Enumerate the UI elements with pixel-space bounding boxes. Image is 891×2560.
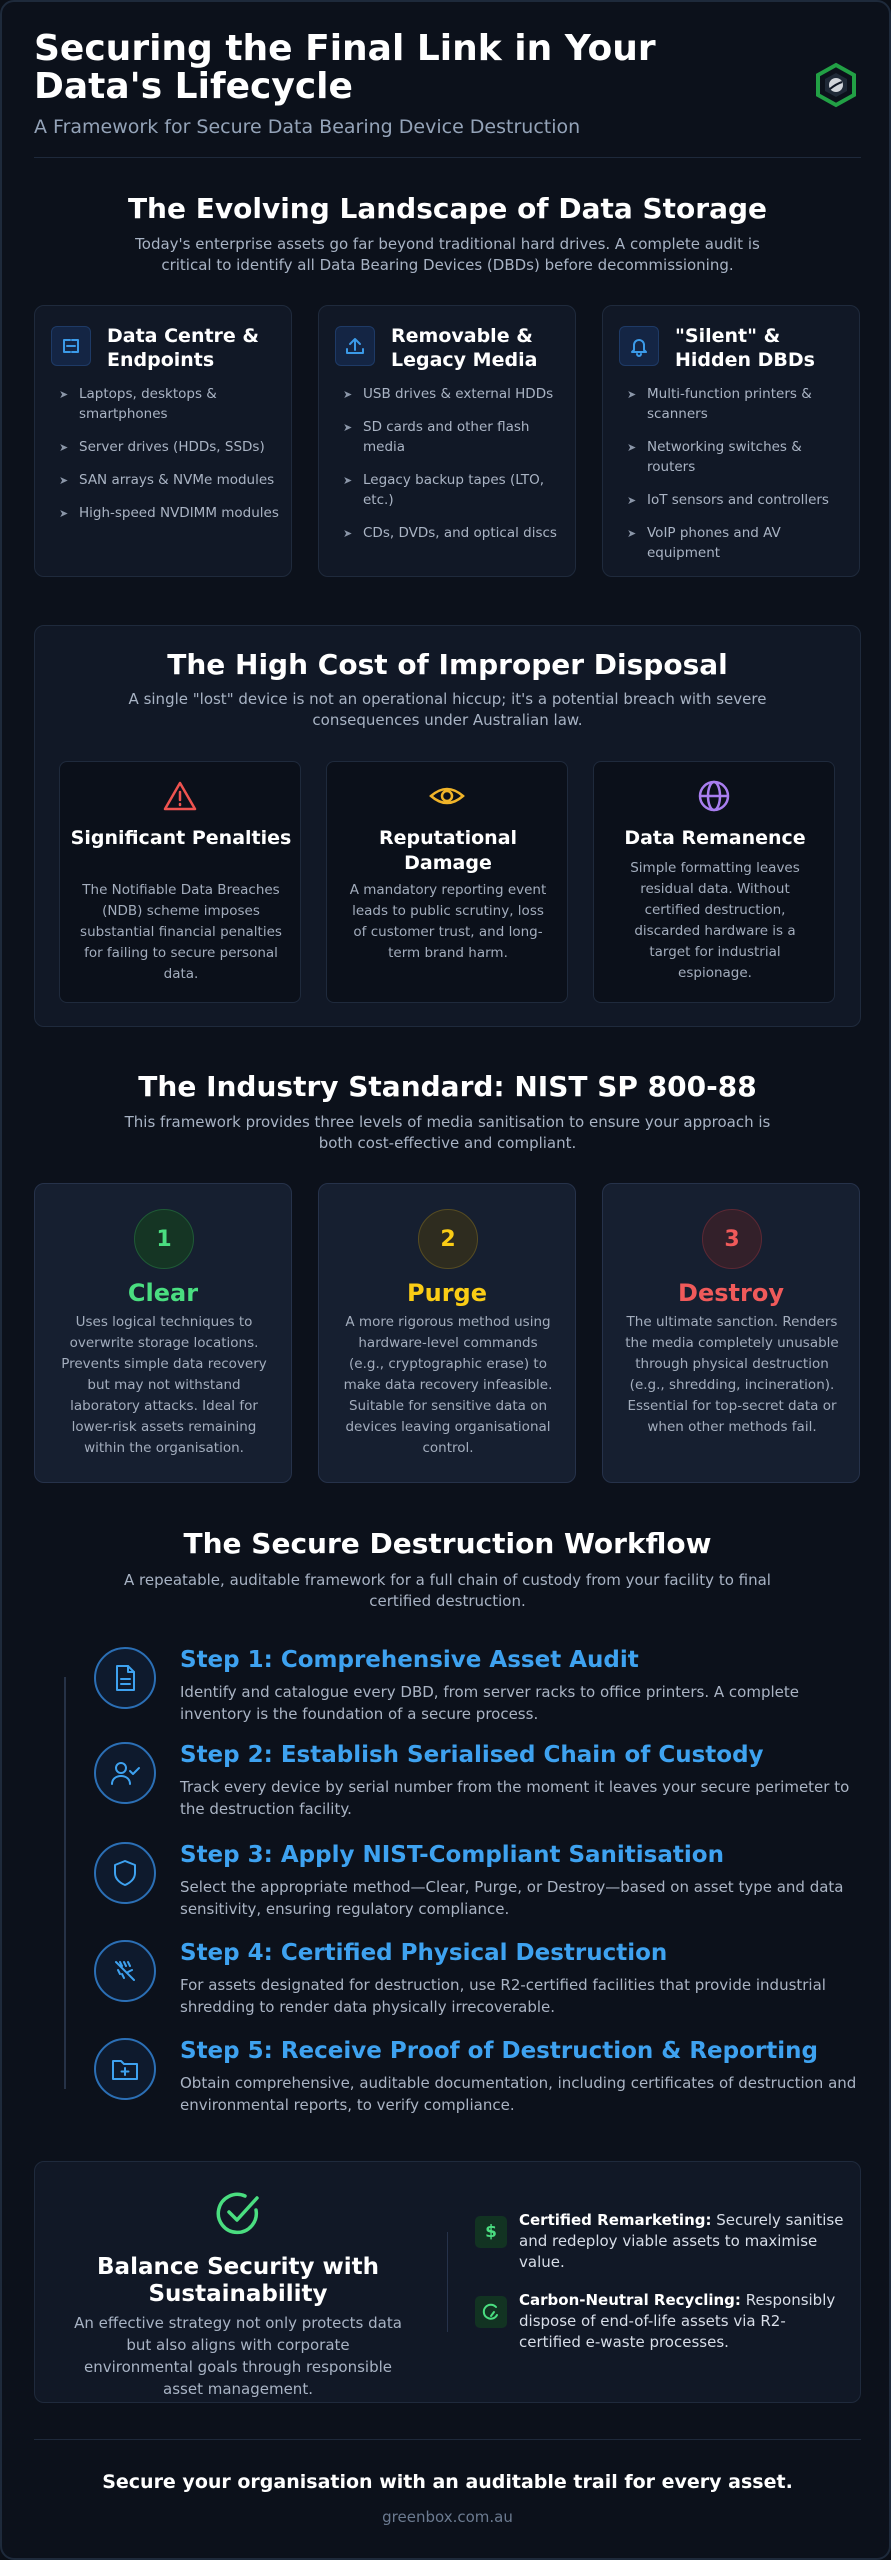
cost-card-title: Reputational Damage [378, 827, 518, 874]
list-item: ➤ High-speed NVDIMM modules [57, 503, 283, 523]
dbd-card-list [57, 384, 283, 536]
step-title: Step 2: Establish Serialised Chain of Custody [180, 1742, 764, 1768]
cost-card-title: Significant Penalties [70, 827, 292, 849]
leaf-icon [475, 2296, 507, 2328]
sustainability-title: Balance Security with Sustainability [97, 2254, 379, 2307]
level-text: A more rigorous method using hardware-level commands (e.g., cryptographic erase) to make data recovery infeasible. Suitable for sensitive data on devices leaving organisational control. [343, 1314, 553, 1456]
check-circle-icon [215, 2190, 261, 2236]
folder-plus-icon [94, 2038, 156, 2100]
landscape-subtitle: Today's enterprise assets go far beyond traditional hard drives. A complete audit is critical to identify all Data Bearing Devices (DBDs) before decommissioning. [135, 235, 760, 274]
list-item: ➤ CDs, DVDs, and optical discs [341, 523, 567, 543]
list-item: ➤ Laptops, desktops & smartphones [57, 384, 283, 424]
dbd-card-endpoints [34, 305, 292, 577]
step-title: Step 4: Certified Physical Destruction [180, 1940, 668, 1966]
dollar-icon: $ [475, 2216, 507, 2248]
nist-subtitle: This framework provides three levels of media sanitisation to ensure your approach is both cost-effective and compliant. [124, 1113, 771, 1152]
shredder-icon [94, 1940, 156, 2002]
item-label: Certified Remarketing: [519, 2211, 712, 2229]
cost-card-text: The Notifiable Data Breaches (NDB) scheme imposes substantial financial penalties for failing to secure personal data. [80, 882, 282, 982]
cost-panel [34, 625, 861, 1027]
dbd-card-hidden [602, 305, 860, 577]
list-item: ➤ IoT sensors and controllers [625, 490, 851, 510]
level-number-badge: 3 [702, 1209, 762, 1269]
workflow-subtitle: A repeatable, auditable framework for a full chain of custody from your facility to final certified destruction. [124, 1571, 771, 1610]
timeline-line [64, 1677, 66, 2089]
list-item: ➤ Legacy backup tapes (LTO, etc.) [341, 470, 567, 510]
nist-card-clear [34, 1183, 292, 1483]
level-text: The ultimate sanction. Renders the media completely unusable through physical destruction (e.g., shredding, incineration). Essential for top-secret data or when other methods fail. [625, 1314, 839, 1435]
level-name: Clear [127, 1279, 199, 1307]
server-icon [51, 326, 91, 366]
item-text: Responsibly dispose of end-of-life assets via R2-certified e-waste processes. [519, 2291, 836, 2351]
bell-icon [619, 326, 659, 366]
level-number-badge: 1 [134, 1209, 194, 1269]
sustainability-text: An effective strategy not only protects data but also aligns with corporate environmental goals through responsible asset management. [74, 2314, 402, 2398]
step-text: Identify and catalogue every DBD, from server racks to office printers. A complete inventory is the foundation of a secure process. [180, 1683, 799, 1723]
step-title: Step 5: Receive Proof of Destruction & Reporting [180, 2038, 818, 2064]
page-subtitle: A Framework for Secure Data Bearing Device Destruction [34, 116, 581, 138]
list-item: ➤ Server drives (HDDs, SSDs) [57, 437, 283, 457]
level-name: Destroy [678, 1279, 784, 1307]
cost-subtitle: A single "lost" device is not an operational hiccup; it's a potential breach with severe consequences under Australian law. [128, 690, 767, 729]
footer-tagline: Secure your organisation with an auditable trail for every asset. [102, 2471, 793, 2493]
cost-card-penalties [59, 761, 301, 1003]
document-icon [94, 1647, 156, 1709]
step-title: Step 3: Apply NIST-Compliant Sanitisation [180, 1842, 724, 1868]
landscape-title: The Evolving Landscape of Data Storage [127, 192, 768, 225]
eye-icon [428, 778, 466, 814]
nist-card-purge [318, 1183, 576, 1483]
step-text: Select the appropriate method—Clear, Purge, or Destroy—based on asset type and data sensitivity, ensuring regulatory compliance. [180, 1878, 844, 1918]
nist-title: The Industry Standard: NIST SP 800-88 [138, 1070, 757, 1103]
warning-icon [162, 778, 198, 814]
list-item: ➤ SAN arrays & NVMe modules [57, 470, 283, 490]
upload-icon [335, 326, 375, 366]
step-text: Obtain comprehensive, auditable documentation, including certificates of destruction and environmental reports, to verify compliance. [180, 2074, 857, 2114]
page-title: Securing the Final Link in Your Data's Lifecycle [34, 28, 656, 107]
cost-card-title: Data Remanence [624, 827, 806, 849]
list-item: ➤ USB drives & external HDDs [341, 384, 567, 404]
step-title: Step 1: Comprehensive Asset Audit [180, 1647, 639, 1673]
user-check-icon [94, 1742, 156, 1804]
dbd-card-title: "Silent" & Hidden DBDs [675, 325, 815, 371]
list-item: ➤ VoIP phones and AV equipment [625, 523, 851, 563]
cost-card-text: Simple formatting leaves residual data. Without certified destruction, discarded hardware is a target for industrial espionage. [630, 860, 800, 981]
level-number-badge: 2 [418, 1209, 478, 1269]
hexagon-shield-logo-icon [813, 62, 859, 108]
footer-url-link[interactable]: greenbox.com.au [382, 2508, 513, 2526]
divider [447, 2232, 448, 2332]
globe-icon [696, 778, 732, 814]
dbd-card-list [341, 384, 567, 556]
cost-card-text: A mandatory reporting event leads to public scrutiny, loss of customer trust, and long-term brand harm. [349, 882, 547, 961]
cost-title: The High Cost of Improper Disposal [167, 648, 728, 681]
step-text: For assets designated for destruction, use R2-certified facilities that provide industrial shredding to render data physically irrecoverable. [180, 1976, 826, 2016]
sustainability-panel [34, 2161, 861, 2403]
step-text: Track every device by serial number from the moment it leaves your secure perimeter to the destruction facility. [180, 1778, 850, 1818]
header [34, 30, 861, 158]
item-label: Carbon-Neutral Recycling: [519, 2291, 741, 2309]
dbd-card-title: Data Centre & Endpoints [107, 325, 259, 371]
sustainability-intro [53, 2162, 423, 2404]
list-item: ➤ SD cards and other flash media [341, 417, 567, 457]
item-text: Securely sanitise and redeploy viable assets to maximise value. [519, 2211, 844, 2271]
dbd-card-removable [318, 305, 576, 577]
cost-card-remanence [593, 761, 835, 1003]
footer-divider [34, 2439, 861, 2440]
list-item: ➤ Multi-function printers & scanners [625, 384, 851, 424]
level-text: Uses logical techniques to overwrite storage locations. Prevents simple data recovery but may not withstand laboratory attacks. Ideal for lower-risk assets remaining within the organisation. [61, 1314, 267, 1456]
workflow-title: The Secure Destruction Workflow [183, 1527, 712, 1560]
nist-card-destroy [602, 1183, 860, 1483]
list-item: ➤ Networking switches & routers [625, 437, 851, 477]
shield-icon [94, 1842, 156, 1904]
dbd-card-list [625, 384, 851, 576]
cost-card-reputation [326, 761, 568, 1003]
dbd-card-title: Removable & Legacy Media [391, 325, 538, 371]
level-name: Purge [407, 1279, 487, 1307]
